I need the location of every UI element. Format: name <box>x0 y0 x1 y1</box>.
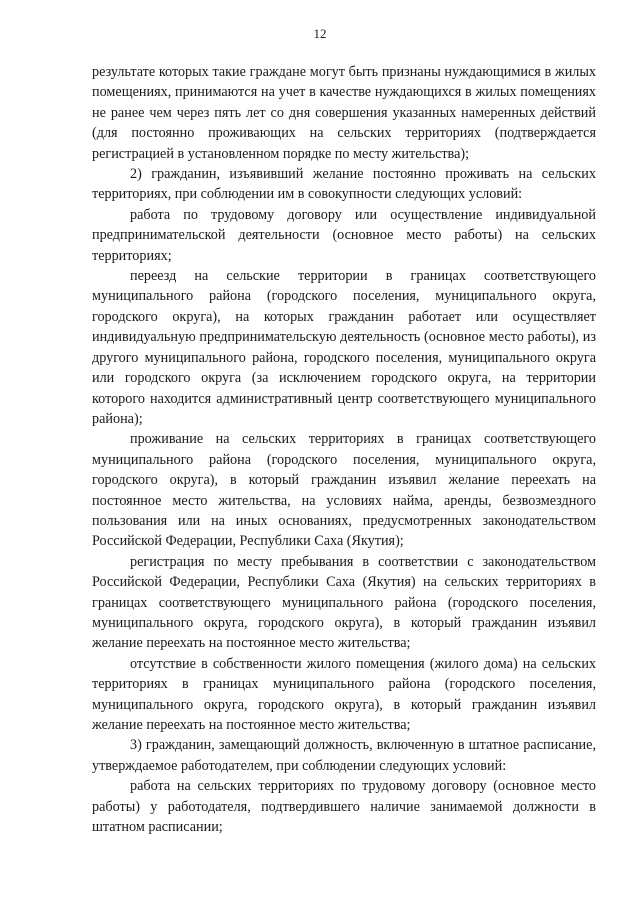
paragraph-condition-relocation: переезд на сельские территории в границах соответствующего муниципального района (городского поселения, муниципального округа, городского округа), на которых гражданин работает или осуществляет индивидуальную предпринимательскую деятельность (основное место работы), из другого муниципального района, городского поселения, муниципального округа или городского округа (за исключением городского округа, на территории которого находится административный центр соответствующего муниципального района); <box>92 268 596 427</box>
document-body <box>92 62 596 837</box>
paragraph-condition-registration: регистрация по месту пребывания в соответствии с законодательством Российской Федерации, Республики Саха (Якутия) на сельских территориях в границах соответствующего муниципального района (городского поселения, муниципального округа, городского округа), в который гражданин изъявил желание переехать на постоянное место жительства; <box>92 553 596 652</box>
paragraph-condition-rural-work: работа на сельских территориях по трудовому договору (основное место работы) у работодателя, подтвердившего наличие занимаемой должности в штатном расписании; <box>92 778 596 836</box>
paragraph-continuation: результате которых такие граждане могут быть признаны нуждающимися в жилых помещениях, принимаются на учет в качестве нуждающихся в жилых помещениях не ранее чем через пять лет со дня совершения указанных намеренных действий (для постоянно проживающих на сельских территориях (подтверждается регистрацией в установленном порядке по месту жительства); <box>92 64 596 162</box>
paragraph-condition-no-property: отсутствие в собственности жилого помещения (жилого дома) на сельских территориях в границах муниципального района (городского поселения, муниципального округа, городского округа), в который гражданин изъявил желание переехать на постоянное место жительства; <box>92 655 596 733</box>
paragraph-condition-residence: проживание на сельских территориях в границах соответствующего муниципального района (городского поселения, муниципального округа, городского округа), в который гражданин изъявил желание переехать на постоянное место жительства, на условиях найма, аренды, безвозмездного пользования или на иных основаниях, предусмотренных законодательством Российской Федерации, Республики Саха (Якутия); <box>92 431 596 550</box>
paragraph-condition-employment: работа по трудовому договору или осуществление индивидуальной предпринимательской деятельности (основное место работы) на сельских территориях; <box>92 206 596 264</box>
paragraph-item-2: 2) гражданин, изъявивший желание постоянно проживать на сельских территориях, при соблюдении им в совокупности следующих условий: <box>92 166 596 203</box>
paragraph-item-3: 3) гражданин, замещающий должность, включенную в штатное расписание, утверждаемое работодателем, при соблюдении следующих условий: <box>92 737 596 774</box>
page-number: 12 <box>313 26 327 41</box>
